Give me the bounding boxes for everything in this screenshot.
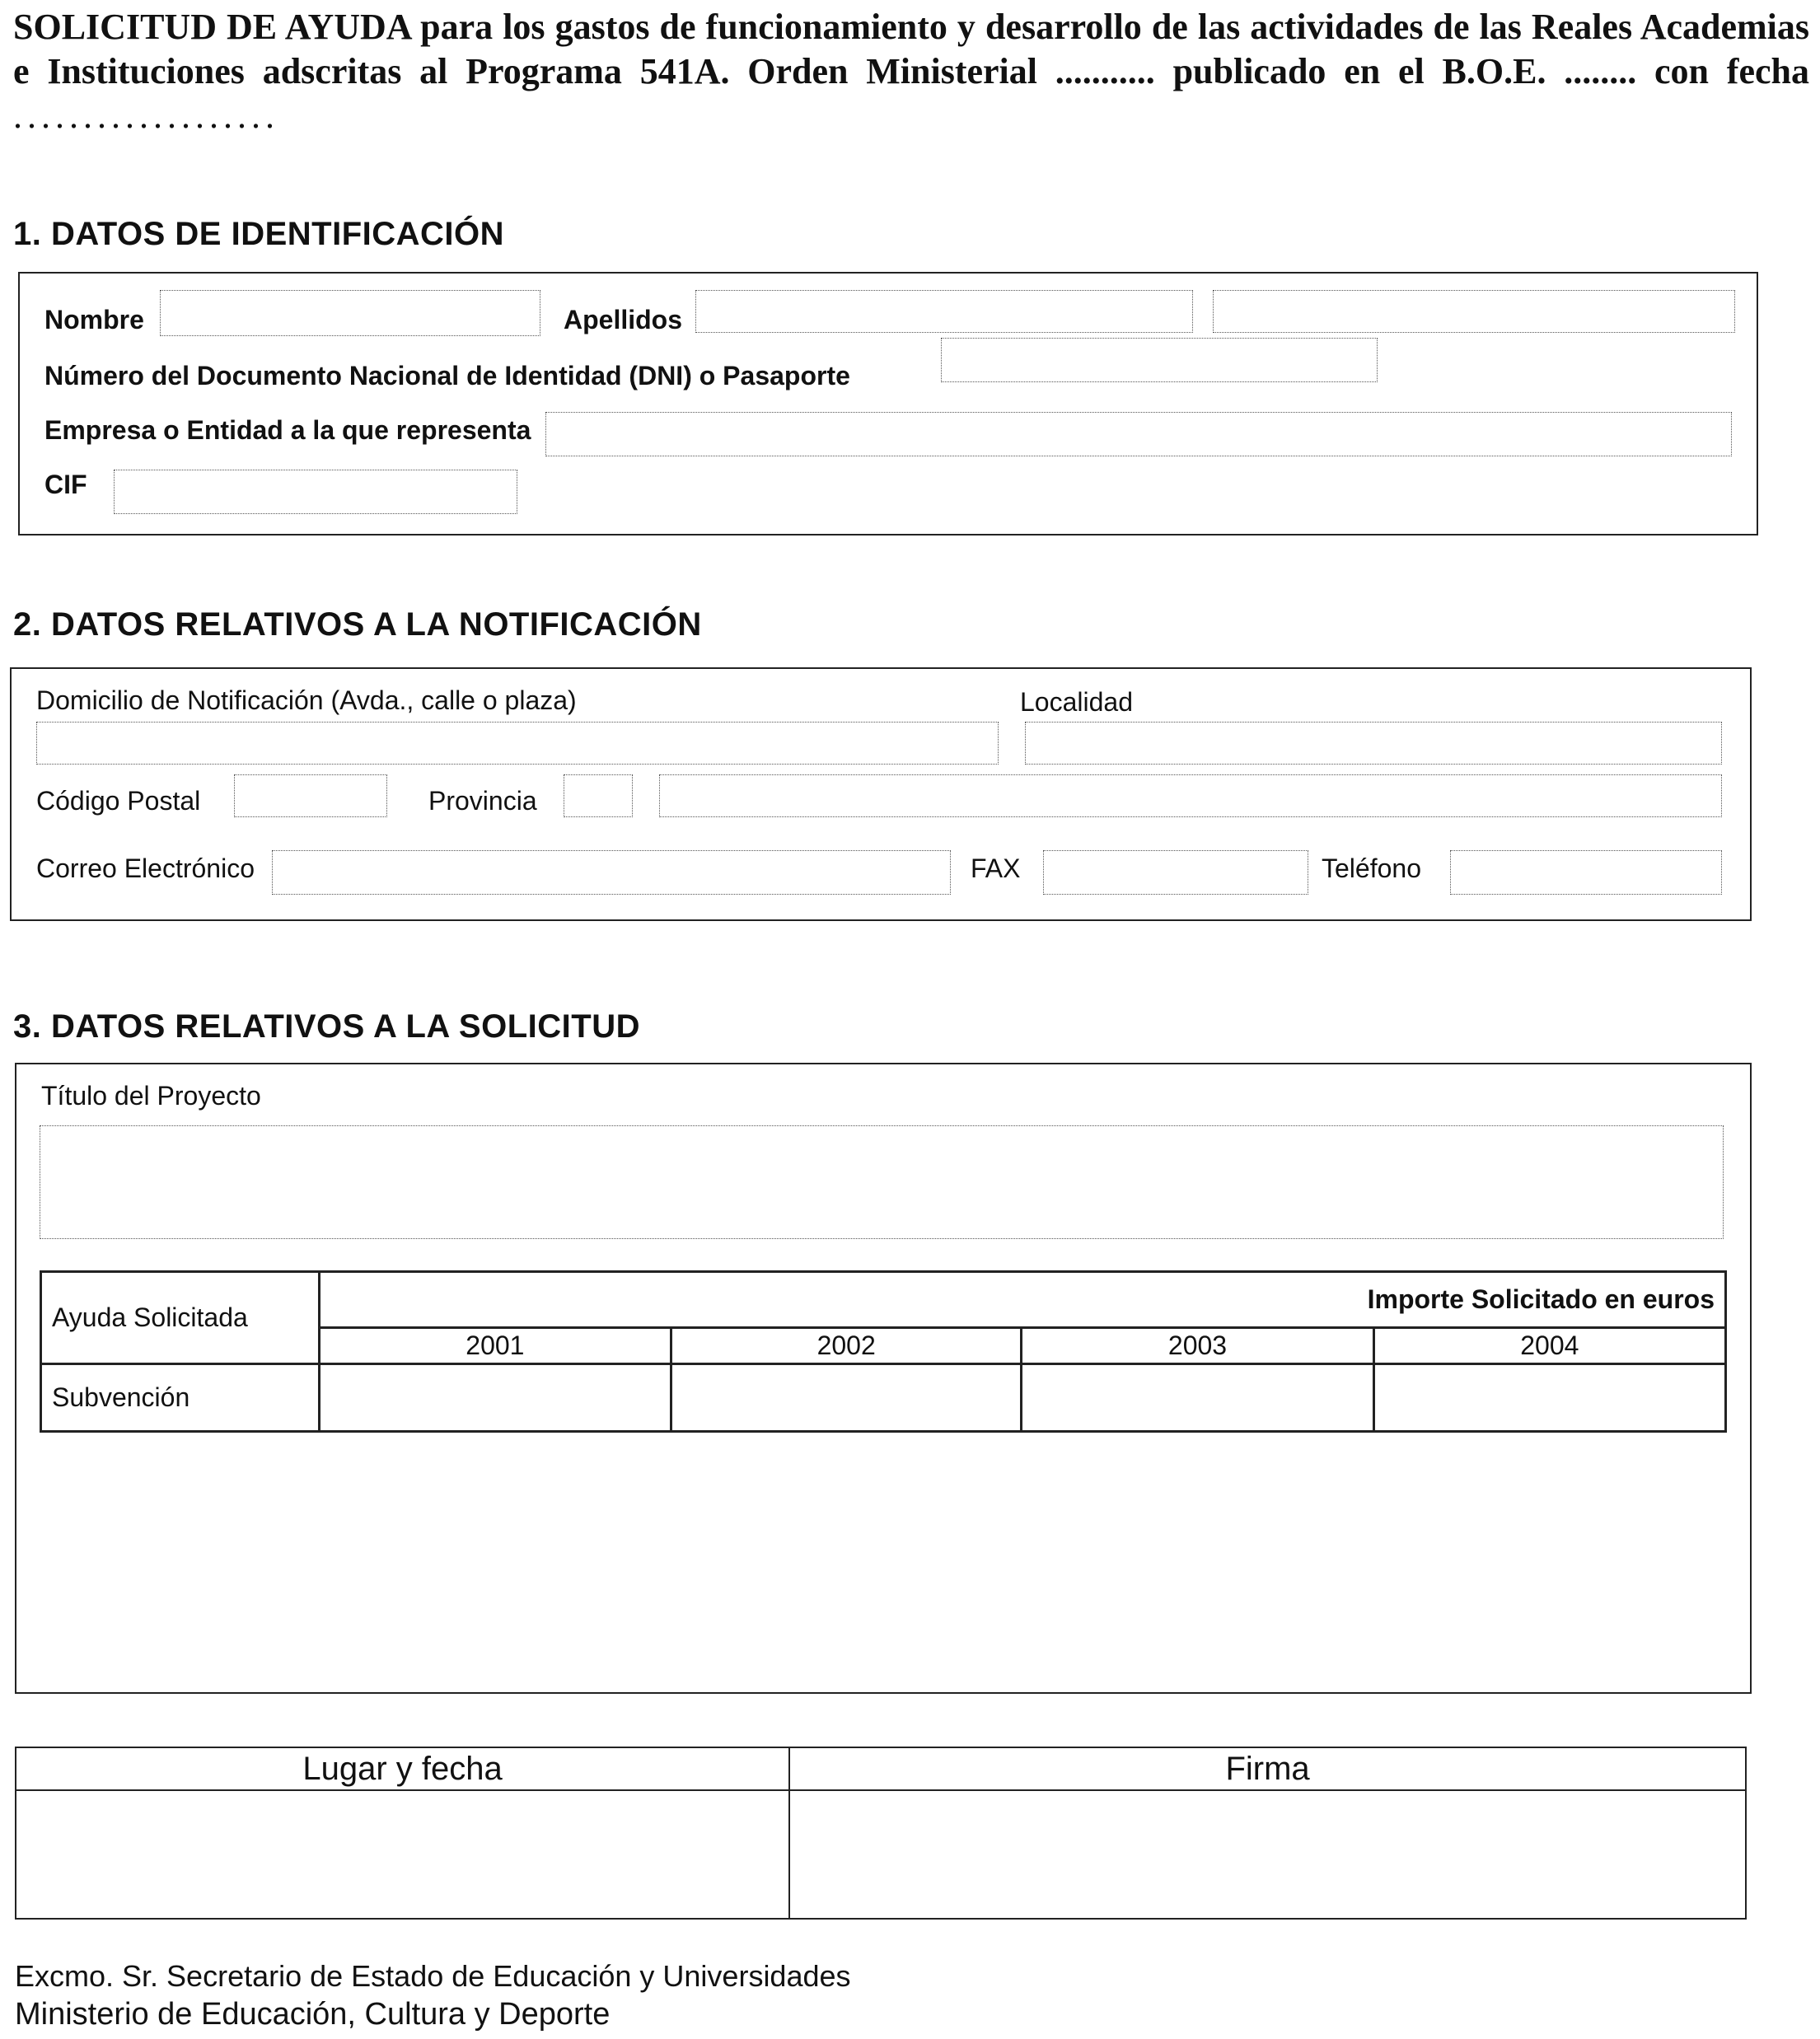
section-2-title: 2. DATOS RELATIVOS A LA NOTIFICACIÓN bbox=[13, 606, 702, 643]
form-intro bbox=[13, 5, 1809, 138]
localidad-label: Localidad bbox=[1020, 687, 1133, 717]
provincia-code-field[interactable] bbox=[564, 774, 633, 817]
telefono-label: Teléfono bbox=[1322, 853, 1421, 883]
cif-label: CIF bbox=[44, 470, 87, 499]
ayuda-solicitada-header: Ayuda Solicitada bbox=[41, 1272, 320, 1364]
year-2004-header: 2004 bbox=[1373, 1327, 1725, 1363]
apellido-1-field[interactable] bbox=[695, 290, 1193, 333]
footer-ministry: Ministerio de Educación, Cultura y Deporte bbox=[15, 1997, 611, 2032]
intro-line-1: SOLICITUD DE AYUDA para los gastos de funcionamiento y desarrollo de las actividades de las Reales Academias bbox=[13, 7, 1809, 47]
lugar-fecha-header: Lugar y fecha bbox=[16, 1747, 789, 1790]
provincia-label: Provincia bbox=[428, 786, 537, 816]
subvencion-label: Subvención bbox=[41, 1364, 320, 1432]
fax-label: FAX bbox=[971, 853, 1021, 883]
year-2003-header: 2003 bbox=[1022, 1327, 1373, 1363]
domicilio-label: Domicilio de Notificación (Avda., calle o plaza) bbox=[36, 685, 577, 715]
apellidos-label: Apellidos bbox=[564, 305, 683, 334]
fax-field[interactable] bbox=[1043, 850, 1308, 895]
telefono-field[interactable] bbox=[1450, 850, 1722, 895]
titulo-proyecto-field[interactable] bbox=[40, 1125, 1724, 1239]
empresa-label: Empresa o Entidad a la que representa bbox=[44, 415, 531, 445]
nombre-label: Nombre bbox=[44, 305, 144, 334]
nombre-field[interactable] bbox=[160, 290, 540, 336]
empresa-field[interactable] bbox=[545, 412, 1732, 456]
section-3-title: 3. DATOS RELATIVOS A LA SOLICITUD bbox=[13, 1008, 640, 1045]
importe-header: Importe Solicitado en euros bbox=[319, 1272, 1725, 1328]
signature-table bbox=[15, 1747, 1747, 1920]
correo-label: Correo Electrónico bbox=[36, 853, 255, 883]
lugar-fecha-field[interactable] bbox=[16, 1790, 789, 1919]
dni-field[interactable] bbox=[941, 338, 1378, 382]
titulo-proyecto-label: Título del Proyecto bbox=[41, 1081, 261, 1111]
year-2002-header: 2002 bbox=[671, 1327, 1022, 1363]
subvencion-2003-cell[interactable] bbox=[1022, 1364, 1373, 1432]
firma-header: Firma bbox=[789, 1747, 1746, 1790]
intro-line-3: ................... bbox=[13, 96, 279, 136]
localidad-field[interactable] bbox=[1025, 722, 1722, 765]
subvencion-2001-cell[interactable] bbox=[319, 1364, 671, 1432]
firma-field[interactable] bbox=[789, 1790, 1746, 1919]
domicilio-field[interactable] bbox=[36, 722, 999, 765]
year-2001-header: 2001 bbox=[319, 1327, 671, 1363]
dni-label: Número del Documento Nacional de Identidad (DNI) o Pasaporte bbox=[44, 361, 850, 390]
subvencion-2004-cell[interactable] bbox=[1373, 1364, 1725, 1432]
codigo-postal-label: Código Postal bbox=[36, 786, 201, 816]
cif-field[interactable] bbox=[114, 470, 517, 514]
section-1-title: 1. DATOS DE IDENTIFICACIÓN bbox=[13, 216, 505, 252]
subvencion-2002-cell[interactable] bbox=[671, 1364, 1022, 1432]
codigo-postal-field[interactable] bbox=[234, 774, 387, 817]
ayuda-table bbox=[40, 1270, 1727, 1433]
correo-field[interactable] bbox=[272, 850, 951, 895]
provincia-field[interactable] bbox=[659, 774, 1722, 817]
footer-addressee: Excmo. Sr. Secretario de Estado de Educación y Universidades bbox=[15, 1959, 851, 1993]
intro-line-2: e Instituciones adscritas al Programa 541A. Orden Ministerial ........... publicado en el B.O.E. ........ con fecha bbox=[13, 51, 1809, 91]
apellido-2-field[interactable] bbox=[1213, 290, 1735, 333]
